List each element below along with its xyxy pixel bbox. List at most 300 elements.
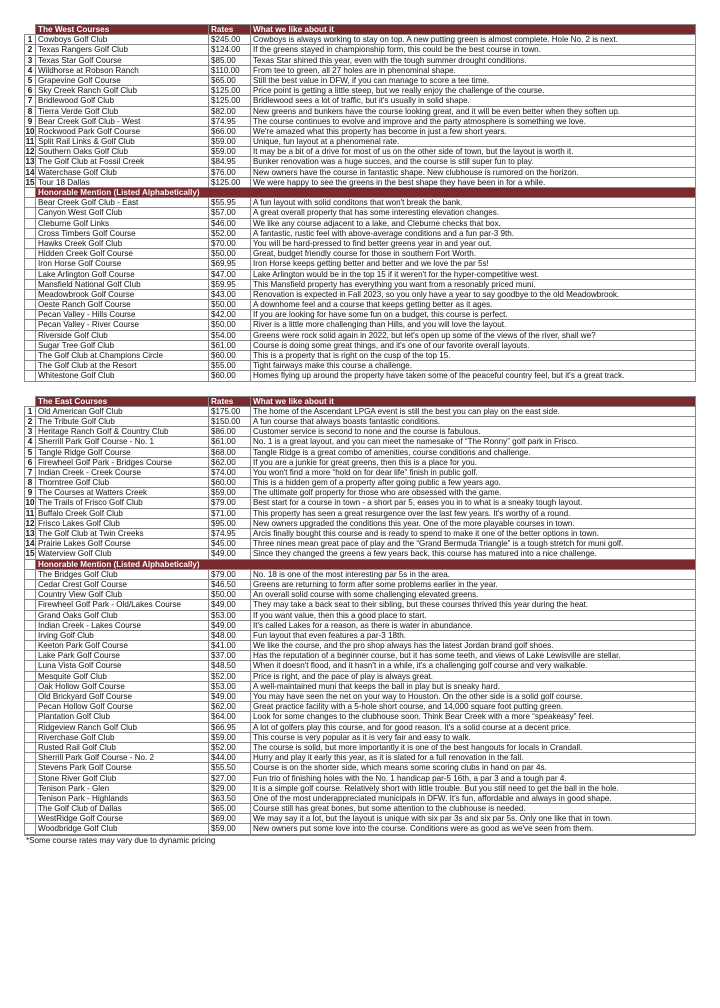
course-rate: $76.00	[209, 167, 251, 177]
course-description: Texas Star shined this year, even with the tough summer drought conditions.	[251, 55, 696, 65]
course-rate: $95.00	[209, 518, 251, 528]
course-name: Bear Creek Golf Club - West	[36, 116, 209, 126]
rank-blank	[25, 773, 36, 783]
course-name: Tangle Ridge Golf Course	[36, 447, 209, 457]
course-rate: $66.00	[209, 126, 251, 136]
rank-blank	[25, 330, 36, 340]
table-row	[25, 106, 696, 116]
east-honorable-list	[25, 559, 696, 834]
course-rate: $66.95	[209, 722, 251, 732]
rank-blank	[25, 712, 36, 722]
course-name: Bridlewood Golf Club	[36, 96, 209, 106]
course-name: Split Rail Links & Golf Club	[36, 137, 209, 147]
course-description: It is a simple golf course. Relatively short with little trouble. But you still need to get the ball in the hole.	[251, 783, 696, 793]
course-description: Tight fairways make this course a challenge.	[251, 361, 696, 371]
table-row	[25, 137, 696, 147]
table-row	[25, 742, 696, 752]
rates-header: Rates	[209, 396, 251, 406]
course-name: The Courses at Watters Creek	[36, 488, 209, 498]
rank-blank	[25, 351, 36, 361]
course-name: Tenison Park - Glen	[36, 783, 209, 793]
course-description: Lake Arlington would be in the top 15 if it weren't for the hyper-competitive west.	[251, 269, 696, 279]
course-rate: $150.00	[209, 416, 251, 426]
course-rate: $50.00	[209, 300, 251, 310]
course-description: This property has seen a great resurgence over the last few years. It's worthy of a round.	[251, 508, 696, 518]
honorable-title: Honorable Mention (Listed Alphabetically)	[36, 559, 696, 569]
west-courses-table	[24, 24, 696, 382]
course-rate: $61.00	[209, 437, 251, 447]
course-rate: $55.00	[209, 361, 251, 371]
course-name: The Golf Club at the Resort	[36, 361, 209, 371]
table-row	[25, 641, 696, 651]
course-rate: $54.00	[209, 330, 251, 340]
rank-number: 1	[25, 406, 36, 416]
rank-number: 13	[25, 157, 35, 167]
table-row	[25, 416, 696, 426]
course-description: A great overall property that has some interesting elevation changes.	[251, 208, 696, 218]
course-rate: $175.00	[209, 406, 251, 416]
rank-blank	[25, 249, 36, 259]
course-description: Greens were rock solid again in 2022, but let's open up some of the views of the river, shall we?	[251, 330, 696, 340]
rank-blank	[25, 804, 36, 814]
course-description: If you are looking for have some fun on a budget, this course is perfect.	[251, 310, 696, 320]
table-row	[25, 96, 696, 106]
course-rate: $46.50	[209, 579, 251, 589]
course-description: Course still has great bones, but some attention to the clubhouse is needed.	[251, 804, 696, 814]
course-rate: $64.00	[209, 712, 251, 722]
course-description: You may have seen the net on your way to Houston. On the other side is a solid golf course.	[251, 692, 696, 702]
course-description: Course is doing some great things, and it's one of our favorite overall layouts.	[251, 340, 696, 350]
course-description: We like the course, and the pro shop always has the latest Jordan brand golf shoes.	[251, 641, 696, 651]
course-rate: $245.00	[209, 35, 251, 45]
rank-blank	[25, 340, 36, 350]
course-name: Cedar Crest Golf Course	[36, 579, 209, 589]
table-row	[25, 773, 696, 783]
course-description: New greens and bunkers have the course looking great, and it will be even better when they soften up.	[251, 106, 696, 116]
table-row	[25, 340, 696, 350]
course-description: A downhome feel and a course that keeps getting better as it ages.	[251, 300, 696, 310]
course-name: Pecan Valley - Hills Course	[36, 310, 209, 320]
course-rate: $74.00	[209, 467, 251, 477]
course-rate: $110.00	[209, 65, 251, 75]
course-description: This Mansfield property has everything you want from a resonably priced muni.	[251, 279, 696, 289]
course-name: Prairie Lakes Golf Course	[36, 539, 209, 549]
course-name: Hidden Creek Golf Course	[36, 249, 209, 259]
rank-number: 6	[25, 86, 36, 96]
rank-number: 1	[25, 35, 36, 45]
course-name: Frisco Lakes Golf Club	[36, 518, 209, 528]
course-description: Three nines mean great pace of play and the “Grand Bermuda Triangle” is a tough stretch for muni golf.	[251, 539, 696, 549]
table-row	[25, 75, 696, 85]
course-name: Canyon West Golf Club	[36, 208, 209, 218]
course-rate: $71.00	[209, 508, 251, 518]
west-honorable-list	[25, 188, 696, 382]
table-row	[25, 198, 696, 208]
course-rate: $47.00	[209, 269, 251, 279]
course-name: Luna Vista Golf Course	[36, 661, 209, 671]
course-name: Rockwood Park Golf Course	[36, 126, 209, 136]
course-rate: $29.00	[209, 783, 251, 793]
course-rate: $49.00	[209, 549, 251, 559]
rank-number: 11	[25, 137, 35, 147]
course-rate: $52.00	[209, 671, 251, 681]
course-name: Cleburne Golf Links	[36, 218, 209, 228]
table-row	[25, 569, 696, 579]
table-row	[25, 218, 696, 228]
course-description: A fun course that always boasts fantastic conditions.	[251, 416, 696, 426]
table-row	[25, 722, 696, 732]
course-rate: $85.00	[209, 55, 251, 65]
course-rate: $50.00	[209, 249, 251, 259]
course-description: River is a little more challenging than Hills, and you will love the layout.	[251, 320, 696, 330]
course-description: Best start for a course in town - a short par 5, eases you in to what is a sneaky tough layout.	[251, 498, 696, 508]
course-name: Bear Creek Golf Club - East	[36, 198, 209, 208]
rank-blank	[25, 300, 36, 310]
course-name: Pecan Hollow Golf Course	[36, 702, 209, 712]
course-description: New owners have the course in fantastic shape. New clubhouse is rumored on the horizon.	[251, 167, 696, 177]
course-description: Fun layout that even features a par-3 18th.	[251, 630, 696, 640]
rank-blank	[25, 279, 36, 289]
course-name: Stevens Park Golf Course	[36, 763, 209, 773]
rank-blank	[25, 742, 36, 752]
course-rate: $50.00	[209, 590, 251, 600]
course-description: It may be a bit of a drive for most of us on the other side of town, but the layout is worth it.	[251, 147, 696, 157]
course-name: The Trails of Frisco Golf Club	[36, 498, 209, 508]
rank-blank	[25, 824, 36, 834]
course-description: Look for some changes to the clubhouse soon. Think Bear Creek with a more “speakeasy” feel.	[251, 712, 696, 722]
course-description: Unique, fun layout at a phenomenal rate.	[251, 137, 696, 147]
table-row	[25, 610, 696, 620]
rank-number: 6	[25, 457, 36, 467]
table-row	[25, 249, 696, 259]
course-name: Firewheel Golf Park - Bridges Course	[36, 457, 209, 467]
course-name: Sky Creek Ranch Golf Club	[36, 86, 209, 96]
rank-blank	[25, 702, 36, 712]
course-name: Meadowbrook Golf Course	[36, 289, 209, 299]
east-header-row	[25, 396, 696, 406]
course-rate: $69.00	[209, 814, 251, 824]
course-description: Bridlewood sees a lot of traffic, but it's usually in solid shape.	[251, 96, 696, 106]
rank-number: 4	[25, 65, 36, 75]
course-rate: $60.00	[209, 478, 251, 488]
course-description: Since they changed the greens a few years back, this course has matured into a nice challenge.	[251, 549, 696, 559]
table-row	[25, 539, 696, 549]
footnote: *Some course rates may vary due to dynamic pricing	[24, 835, 695, 846]
course-name: Rusted Rail Golf Club	[36, 742, 209, 752]
course-name: The Golf Club of Dallas	[36, 804, 209, 814]
course-description: Cowboys is always working to stay on top. A new putting green is almost complete. Hole No. 2 is next.	[251, 35, 696, 45]
course-rate: $124.00	[209, 45, 251, 55]
rank-blank	[25, 620, 36, 630]
course-name: Thorntree Golf Club	[36, 478, 209, 488]
rank-number: 14	[25, 167, 35, 177]
course-description: This is a hidden gem of a property after going public a few years ago.	[251, 478, 696, 488]
course-rate: $57.00	[209, 208, 251, 218]
course-name: Indian Creek - Lakes Course	[36, 620, 209, 630]
table-row	[25, 157, 696, 167]
course-rate: $61.00	[209, 340, 251, 350]
table-row	[25, 330, 696, 340]
rank-blank	[25, 783, 36, 793]
course-description: A fantastic, rustic feel with above-average conditions and a fun par-3 9th.	[251, 228, 696, 238]
table-row	[25, 478, 696, 488]
course-rate: $74.95	[209, 529, 251, 539]
table-row	[25, 208, 696, 218]
table-row	[25, 269, 696, 279]
table-row	[25, 447, 696, 457]
rank-blank	[25, 722, 36, 732]
rank-blank	[25, 610, 36, 620]
rank-number: 9	[25, 116, 36, 126]
course-rate: $48.00	[209, 630, 251, 640]
rank-blank	[25, 814, 36, 824]
rank-blank	[25, 692, 36, 702]
course-rate: $27.00	[209, 773, 251, 783]
course-description: If you are a junkie for great greens, then this is a place for you.	[251, 457, 696, 467]
course-description: Arcis finally bought this course and is ready to spend to make it one of the better options in town.	[251, 529, 696, 539]
course-name: Heritage Ranch Golf & Country Club	[36, 427, 209, 437]
course-rate: $86.00	[209, 427, 251, 437]
table-row	[25, 86, 696, 96]
rank-number: 12	[25, 518, 35, 528]
course-rate: $49.00	[209, 620, 251, 630]
course-rate: $84.95	[209, 157, 251, 167]
course-rate: $125.00	[209, 86, 251, 96]
course-description: We like any course adjacent to a lake, and Cleburne checks that box.	[251, 218, 696, 228]
course-name: Irving Golf Club	[36, 630, 209, 640]
course-rate: $52.00	[209, 742, 251, 752]
table-row	[25, 630, 696, 640]
course-name: Tour 18 Dallas	[36, 177, 209, 187]
table-row	[25, 732, 696, 742]
table-row	[25, 549, 696, 559]
course-description: They may take a back seat to their sibling, but these courses thrived this year during the heat.	[251, 600, 696, 610]
rank-number: 3	[25, 427, 36, 437]
course-description: Greens are returning to form after some problems earlier in the year.	[251, 579, 696, 589]
west-title: The West Courses	[36, 25, 209, 35]
course-rate: $125.00	[209, 177, 251, 187]
rank-header	[25, 396, 36, 406]
rank-number: 15	[25, 549, 35, 559]
rank-blank	[25, 763, 36, 773]
table-row	[25, 406, 696, 416]
course-rate: $46.00	[209, 218, 251, 228]
course-rate: $65.00	[209, 75, 251, 85]
course-name: Sherrill Park Golf Course - No. 2	[36, 753, 209, 763]
rank-blank	[25, 371, 36, 381]
course-name: Sugar Tree Golf Club	[36, 340, 209, 350]
course-description: Iron Horse keeps getting better and better and we love the par 5s!	[251, 259, 696, 269]
course-description: A well-maintained muni that keeps the ball in play but is sneaky hard.	[251, 681, 696, 691]
rank-blank	[25, 661, 36, 671]
table-row	[25, 692, 696, 702]
description-header: What we like about it	[251, 396, 696, 406]
rank-number: 15	[25, 177, 35, 187]
course-description: Hurry and play it early this year, as it is slated for a full renovation in the fall.	[251, 753, 696, 763]
course-name: Mesquite Golf Club	[36, 671, 209, 681]
rank-blank	[25, 259, 36, 269]
course-description: Great practice facility with a 5-hole short course, and 14,000 square foot putting green.	[251, 702, 696, 712]
course-description: Still the best value in DFW, if you can manage to score a tee time.	[251, 75, 696, 85]
rank-blank	[25, 600, 36, 610]
table-row	[25, 793, 696, 803]
rank-blank	[25, 753, 36, 763]
course-rate: $44.00	[209, 753, 251, 763]
course-description: The home of the Ascendant LPGA event is still the best you can play on the east side.	[251, 406, 696, 416]
rank-number: 3	[25, 55, 36, 65]
table-row	[25, 763, 696, 773]
rank-blank	[25, 198, 36, 208]
course-rate: $82.00	[209, 106, 251, 116]
rank-blank	[25, 793, 36, 803]
rank-number: 5	[25, 75, 36, 85]
rank-number: 14	[25, 539, 35, 549]
table-row	[25, 167, 696, 177]
rank-number: 2	[25, 416, 36, 426]
course-rate: $53.00	[209, 681, 251, 691]
course-name: Grand Oaks Golf Club	[36, 610, 209, 620]
course-name: Buffalo Creek Golf Club	[36, 508, 209, 518]
course-rate: $65.00	[209, 804, 251, 814]
rank-blank	[25, 228, 36, 238]
table-row	[25, 651, 696, 661]
course-name: Mansfield National Golf Club	[36, 279, 209, 289]
course-rate: $52.00	[209, 228, 251, 238]
course-rate: $59.00	[209, 824, 251, 834]
table-row	[25, 289, 696, 299]
course-name: Old American Golf Club	[36, 406, 209, 416]
rank-blank	[25, 238, 36, 248]
course-name: Riverside Golf Club	[36, 330, 209, 340]
rank-number: 13	[25, 529, 35, 539]
course-name: Whitestone Golf Club	[36, 371, 209, 381]
course-description: When it doesn't flood, and it hasn't in a while, it's a challenging golf course and very walkable.	[251, 661, 696, 671]
course-rate: $50.00	[209, 320, 251, 330]
rank-blank	[25, 681, 36, 691]
table-row	[25, 45, 696, 55]
course-name: Tierra Verde Golf Club	[36, 106, 209, 116]
table-row	[25, 310, 696, 320]
west-honorable-header	[25, 188, 696, 198]
table-row	[25, 147, 696, 157]
rank-number: 4	[25, 437, 36, 447]
rank-blank	[25, 579, 36, 589]
course-name: Oak Hollow Golf Course	[36, 681, 209, 691]
course-name: The Golf Club at Fossil Creek	[36, 157, 209, 167]
course-description: Price point is getting a little steep, but we really enjoy the challenge of the course.	[251, 86, 696, 96]
course-name: Lake Arlington Golf Course	[36, 269, 209, 279]
course-description: The course is solid, but more importantly it is one of the best hangouts for locals in Crandall.	[251, 742, 696, 752]
course-name: Firewheel Golf Park - Old/Lakes Course	[36, 600, 209, 610]
table-row	[25, 518, 696, 528]
course-name: Hawks Creek Golf Club	[36, 238, 209, 248]
east-ranked-list	[25, 406, 696, 559]
course-name: Riverchase Golf Club	[36, 732, 209, 742]
east-title: The East Courses	[36, 396, 209, 406]
rank-number: 9	[25, 488, 36, 498]
course-rate: $68.00	[209, 447, 251, 457]
course-name: Oeste Ranch Golf Course	[36, 300, 209, 310]
course-name: Pecan Valley - River Course	[36, 320, 209, 330]
table-row	[25, 361, 696, 371]
course-rate: $79.00	[209, 569, 251, 579]
rank-blank	[25, 569, 36, 579]
course-name: Old Brickyard Golf Course	[36, 692, 209, 702]
course-description: We're amazed what this property has become in just a few short years.	[251, 126, 696, 136]
course-rate: $49.00	[209, 692, 251, 702]
table-row	[25, 498, 696, 508]
course-name: Texas Rangers Golf Club	[36, 45, 209, 55]
rank-blank	[25, 732, 36, 742]
course-rate: $43.00	[209, 289, 251, 299]
table-row	[25, 371, 696, 381]
course-name: The Bridges Golf Club	[36, 569, 209, 579]
table-row	[25, 712, 696, 722]
rank-blank	[25, 630, 36, 640]
course-rate: $62.00	[209, 457, 251, 467]
course-description: Tangle Ridge is a great combo of amenities, course conditions and challenge.	[251, 447, 696, 457]
west-header-row	[25, 25, 696, 35]
rank-number: 8	[25, 478, 36, 488]
course-rate: $53.00	[209, 610, 251, 620]
course-name: Woodbridge Golf Club	[36, 824, 209, 834]
course-description: The course continues to evolve and improve and the party atmosphere is something we love.	[251, 116, 696, 126]
rank-number: 8	[25, 106, 36, 116]
course-name: The Golf Club at Champions Circle	[36, 351, 209, 361]
course-description: New owners put some love into the course. Conditions were as good as we've seen from them.	[251, 824, 696, 834]
table-row	[25, 65, 696, 75]
table-row	[25, 529, 696, 539]
table-row	[25, 228, 696, 238]
rank-number: 7	[25, 467, 36, 477]
course-name: Country View Golf Club	[36, 590, 209, 600]
course-description: Customer service is second to none and the course is fabulous.	[251, 427, 696, 437]
course-description: An overall solid course with some challenging elevated greens.	[251, 590, 696, 600]
table-row	[25, 753, 696, 763]
course-description: A fun layout with solid conditons that won't break the bank.	[251, 198, 696, 208]
course-description: You won't find a more “hold on for dear life” finish in public golf.	[251, 467, 696, 477]
course-description: Course is on the shorter side, which means some scoring clubs in hand on par 4s.	[251, 763, 696, 773]
rank-blank	[25, 590, 36, 600]
table-row	[25, 681, 696, 691]
course-description: No. 1 is a great layout, and you can meet the namesake of “The Ronny” golf park in Frisco.	[251, 437, 696, 447]
course-rate: $55.50	[209, 763, 251, 773]
table-row	[25, 55, 696, 65]
course-rate: $74.95	[209, 116, 251, 126]
course-rate: $59.00	[209, 488, 251, 498]
table-row	[25, 600, 696, 610]
course-description: If the greens stayed in championship form, this could be the best course in town.	[251, 45, 696, 55]
rank-blank	[25, 641, 36, 651]
course-name: The Golf Club at Twin Creeks	[36, 529, 209, 539]
course-name: Plantation Golf Club	[36, 712, 209, 722]
course-name: Ridgeview Ranch Golf Club	[36, 722, 209, 732]
course-name: Keeton Park Golf Course	[36, 641, 209, 651]
course-rate: $59.00	[209, 137, 251, 147]
course-description: One of the most underappreciated municipals in DFW. It's fun, affordable and always in good shape.	[251, 793, 696, 803]
course-name: Sherrill Park Golf Course - No. 1	[36, 437, 209, 447]
course-rate: $45.00	[209, 539, 251, 549]
table-row	[25, 116, 696, 126]
rank-number: 11	[25, 508, 35, 518]
course-rate: $125.00	[209, 96, 251, 106]
table-row	[25, 824, 696, 834]
course-rate: $49.00	[209, 600, 251, 610]
table-row	[25, 579, 696, 589]
course-name: Southern Oaks Golf Club	[36, 147, 209, 157]
table-row	[25, 814, 696, 824]
course-description: You will be hard-pressed to find better greens year in and year out.	[251, 238, 696, 248]
